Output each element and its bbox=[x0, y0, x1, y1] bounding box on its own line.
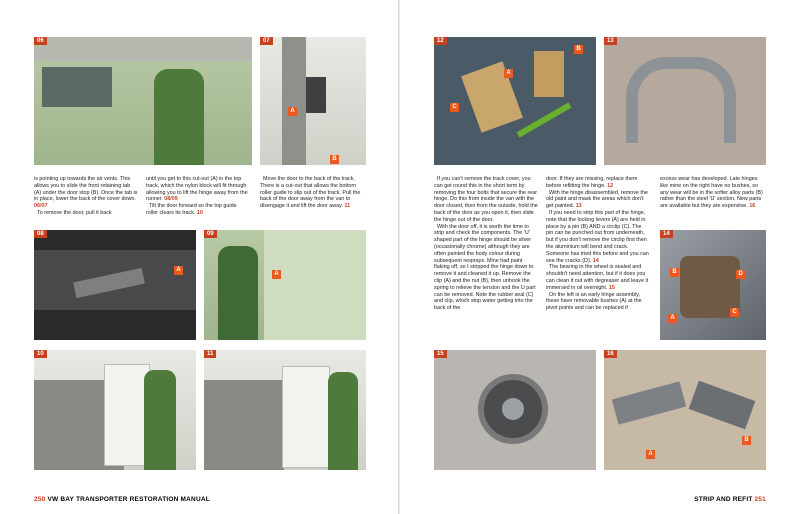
callout-d: D bbox=[736, 270, 745, 279]
body-text: Move the door to the back of the track. There is a cut-out that allows the bottom roller guide to slip out of the track. Pull the back of the door away from the van to disengage it and lift the door away. bbox=[260, 176, 361, 210]
callout-a: A bbox=[288, 107, 297, 116]
photo-09 bbox=[204, 230, 366, 340]
body-text: To remove the door, pull it back bbox=[37, 209, 112, 216]
u-section bbox=[626, 57, 736, 143]
photo-number: 16 bbox=[604, 350, 617, 358]
sliding-door bbox=[264, 230, 366, 340]
body-text: is pointing up towards the air vents. This allows you to slide the front retaining tab (A) under the door stop (B). Once the tab is in place, lower the back of the cover down. bbox=[34, 176, 138, 203]
page-number: 251 bbox=[754, 496, 766, 503]
body-text: door. If they are missing, replace them before refitting the hinge. bbox=[546, 176, 638, 189]
callout-a: A bbox=[504, 69, 513, 78]
photo-08 bbox=[34, 230, 196, 340]
green-spring bbox=[517, 102, 572, 137]
left-column-1 bbox=[34, 176, 138, 217]
body-text: On the left is an early hinge assembly, these have removable bushes (A) at the pivot points and can be replaced if bbox=[546, 291, 642, 312]
photo-ref: 12 bbox=[607, 182, 614, 189]
running-title: STRIP AND REFIT bbox=[694, 496, 753, 503]
callout-a: A bbox=[646, 450, 655, 459]
mechanic bbox=[218, 246, 258, 340]
left-column-3 bbox=[260, 176, 366, 210]
callout-b: B bbox=[742, 436, 751, 445]
left-column-2 bbox=[146, 176, 250, 217]
sliding-door bbox=[282, 366, 330, 468]
photo-number: 06 bbox=[34, 37, 47, 45]
photo-16 bbox=[604, 350, 766, 470]
callout-b: B bbox=[670, 268, 679, 277]
mechanic bbox=[154, 69, 204, 165]
photo-ref: 06/07 bbox=[34, 203, 48, 210]
hinge-part bbox=[534, 51, 564, 97]
photo-14 bbox=[660, 230, 766, 340]
photo-ref: 11 bbox=[344, 203, 351, 210]
callout-a: A bbox=[668, 314, 677, 323]
page-number: 250 bbox=[34, 496, 46, 503]
photo-07 bbox=[260, 37, 366, 165]
bus-interior bbox=[204, 380, 284, 470]
late-hinge bbox=[689, 381, 756, 430]
photo-ref: 16 bbox=[749, 203, 756, 210]
right-footer bbox=[694, 496, 766, 503]
right-column-1 bbox=[434, 176, 538, 312]
callout-b: B bbox=[330, 155, 339, 164]
photo-11 bbox=[204, 350, 366, 470]
callout-c: C bbox=[450, 103, 459, 112]
mechanic bbox=[328, 372, 358, 470]
body-text: With the door off, it is worth the time to strip and check the components. The 'U' shaped part of the hinge should be silver (occasionally chrome) although they are often painted the body colour during subsequent resprays. Mine had paint flaking off, so I stripped the hinge down to remove it and cleaned it up. Remove the clip (A) and the nut (B), then unhook the spring to relieve the tension and the U part can be removed. Note the rubber seal (C) and clip, which stop water getting into the back of the bbox=[434, 223, 536, 312]
right-page bbox=[400, 0, 800, 514]
photo-12 bbox=[434, 37, 596, 165]
body-text: With the hinge disassembled, remove the old paint and mask the areas which don't get painted. bbox=[546, 189, 648, 210]
photo-15 bbox=[434, 350, 596, 470]
body-text: excess wear has developed. Late hinges like mine on the right have no bushes, so any wear will be in the softer alloy parts (B) rather than the steel 'U' section. New parts are available but they are expensive. bbox=[660, 176, 763, 210]
photo-06 bbox=[34, 37, 252, 165]
photo-number: 14 bbox=[660, 230, 673, 238]
running-title: VW BAY TRANSPORTER RESTORATION MANUAL bbox=[47, 496, 210, 503]
door-frame bbox=[282, 37, 306, 165]
photo-10 bbox=[34, 350, 196, 470]
workshop-ceiling bbox=[34, 37, 252, 61]
photo-number: 12 bbox=[434, 37, 447, 45]
wheel-bearing bbox=[502, 398, 524, 420]
callout-c: C bbox=[730, 308, 739, 317]
photo-number: 10 bbox=[34, 350, 47, 358]
photo-ref: 14 bbox=[592, 257, 599, 264]
body-text: until you get to this cut-out (A) in the top track, which the nylon block will fit through allowing you to lift the hinge away from the runner. bbox=[146, 176, 248, 203]
early-hinge bbox=[612, 381, 686, 424]
body-text: The bearing in the wheel is sealed and shouldn't need attention, but if it does you can clean it out with degreaser and leave it immersed in oil overnight. bbox=[546, 264, 649, 291]
callout-b: B bbox=[574, 45, 583, 54]
callout-a: A bbox=[272, 270, 281, 279]
photo-ref: 08/09 bbox=[164, 196, 178, 203]
photo-13 bbox=[604, 37, 766, 165]
callout-a: A bbox=[174, 266, 183, 275]
body-text: If you can't remove the track cover, you can get round this in the short term by removing the four bolts that secure the rear hinge. Do this from inside the van with the door closed, then from the outside, hold the back of the door as you open it, then slide the hinge out of the door. bbox=[434, 176, 538, 223]
body-text: If you need to strip this part of the hinge, note that the locking levers (A) are held in place by a pin (B) AND a circlip (C). The pin can be punched out from underneath, but if you don't remove the circlip first then the aluminium will bend and crack. Someone has tried this before and you can see the cracks (D). bbox=[546, 209, 649, 264]
photo-ref: 13 bbox=[575, 203, 582, 210]
photo-number: 07 bbox=[260, 37, 273, 45]
photo-number: 15 bbox=[434, 350, 447, 358]
photo-ref: 15 bbox=[608, 284, 615, 291]
photo-number: 09 bbox=[204, 230, 217, 238]
photo-number: 08 bbox=[34, 230, 47, 238]
photo-ref: 10 bbox=[196, 209, 203, 216]
right-column-3 bbox=[660, 176, 766, 210]
mechanic bbox=[144, 370, 176, 470]
left-footer bbox=[34, 496, 210, 503]
photo-number: 13 bbox=[604, 37, 617, 45]
body-text: Tilt the door forward so the top guide roller clears its track. bbox=[146, 203, 237, 216]
bus-window bbox=[42, 67, 112, 107]
hinge-bracket bbox=[306, 77, 326, 113]
photo-number: 11 bbox=[204, 350, 216, 358]
hinge-part bbox=[461, 61, 523, 132]
right-column-2 bbox=[546, 176, 650, 312]
